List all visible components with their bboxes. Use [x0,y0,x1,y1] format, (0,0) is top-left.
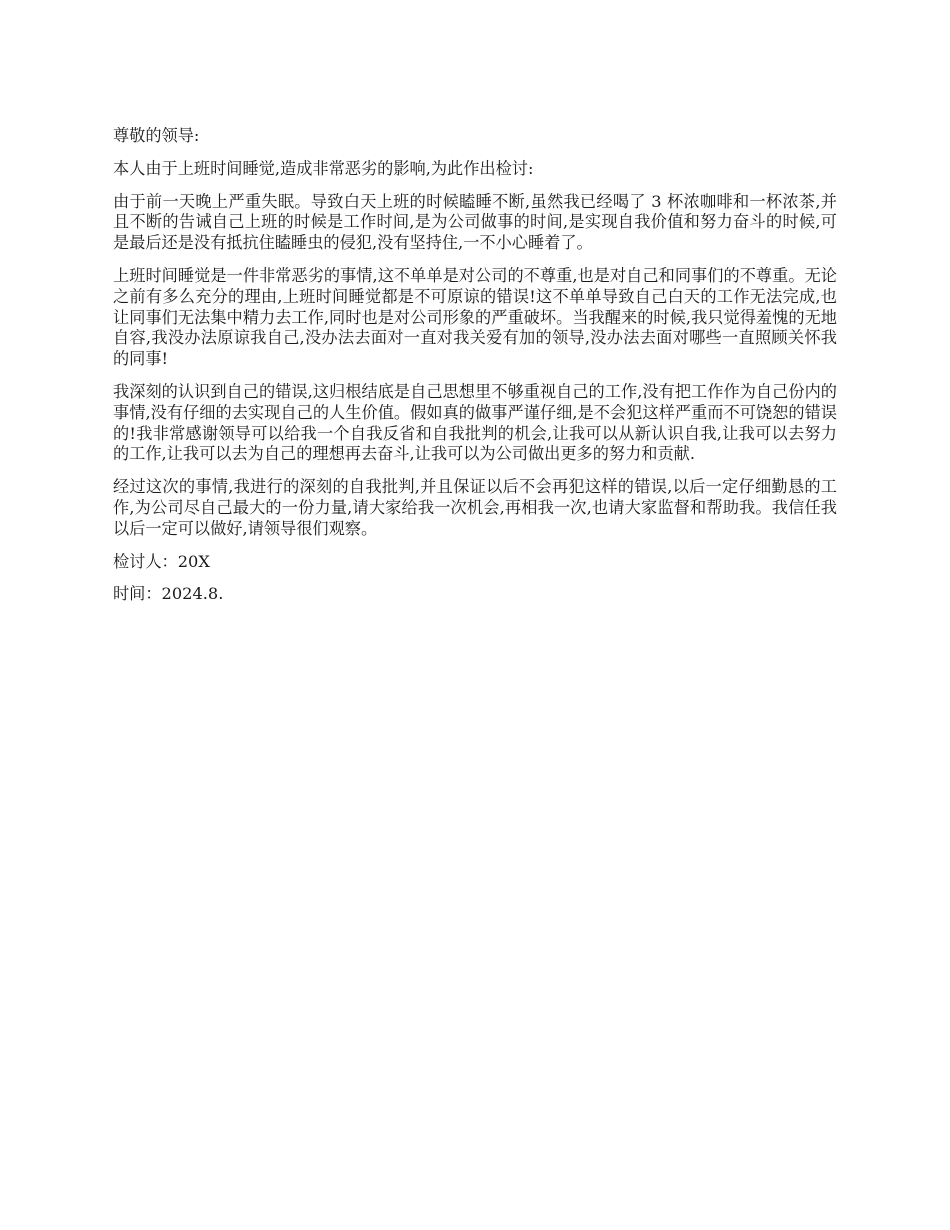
paragraph-reflection: 我深刻的认识到自己的错误,这归根结底是自己思想里不够重视自己的工作,没有把工作作为自己份内的事情,没有仔细的去实现自己的人生价值。假如真的做事严谨仔细,是不会犯这样严重而不可饶恕的错误的!我非常感谢领导可以给我一个自我反省和自我批判的机会,让我可以从新认识自我,让我可以去努力的工作,让我可以去为自己的理想再去奋斗,让我可以为公司做出更多的努力和贡献. [113,381,837,464]
paragraph-cause: 由于前一天晚上严重失眠。导致白天上班的时候瞌睡不断,虽然我已经喝了 3 杯浓咖啡和一杯浓茶,并且不断的告诫自己上班的时候是工作时间,是为公司做事的时间,是实现自我价值和努力奋斗的时候,可是最后还是没有抵抗住瞌睡虫的侵犯,没有坚持住,一不小心睡着了。 [113,191,837,253]
signer-line: 检讨人：20X [113,551,210,571]
document-body [113,126,837,617]
paragraph-consequence: 上班时间睡觉是一件非常恶劣的事情,这不单单是对公司的不尊重,也是对自己和同事们的不尊重。无论之前有多么充分的理由,上班时间睡觉都是不可原谅的错误!这不单单导致自己白天的工作无法完成,也让同事们无法集中精力去工作,同时也是对公司形象的严重破坏。当我醒来的时候,我只觉得羞愧的无地自容,我没办法原谅我自己,没办法去面对一直对我关爱有加的领导,没办法去面对哪些一直照顾关怀我的同事! [113,265,837,369]
paragraph-commitment: 经过这次的事情,我进行的深刻的自我批判,并且保证以后不会再犯这样的错误,以后一定仔细勤恳的工作,为公司尽自己最大的一份力量,请大家给我一次机会,再相我一次,也请大家监督和帮助我。我信任我以后一定可以做好,请领导很们观察。 [113,477,837,538]
salutation: 尊敬的领导: [113,126,200,145]
date-line: 时间：2024.8. [113,584,224,604]
paragraph-intro: 本人由于上班时间睡觉,造成非常恶劣的影响,为此作出检讨: [113,158,534,178]
